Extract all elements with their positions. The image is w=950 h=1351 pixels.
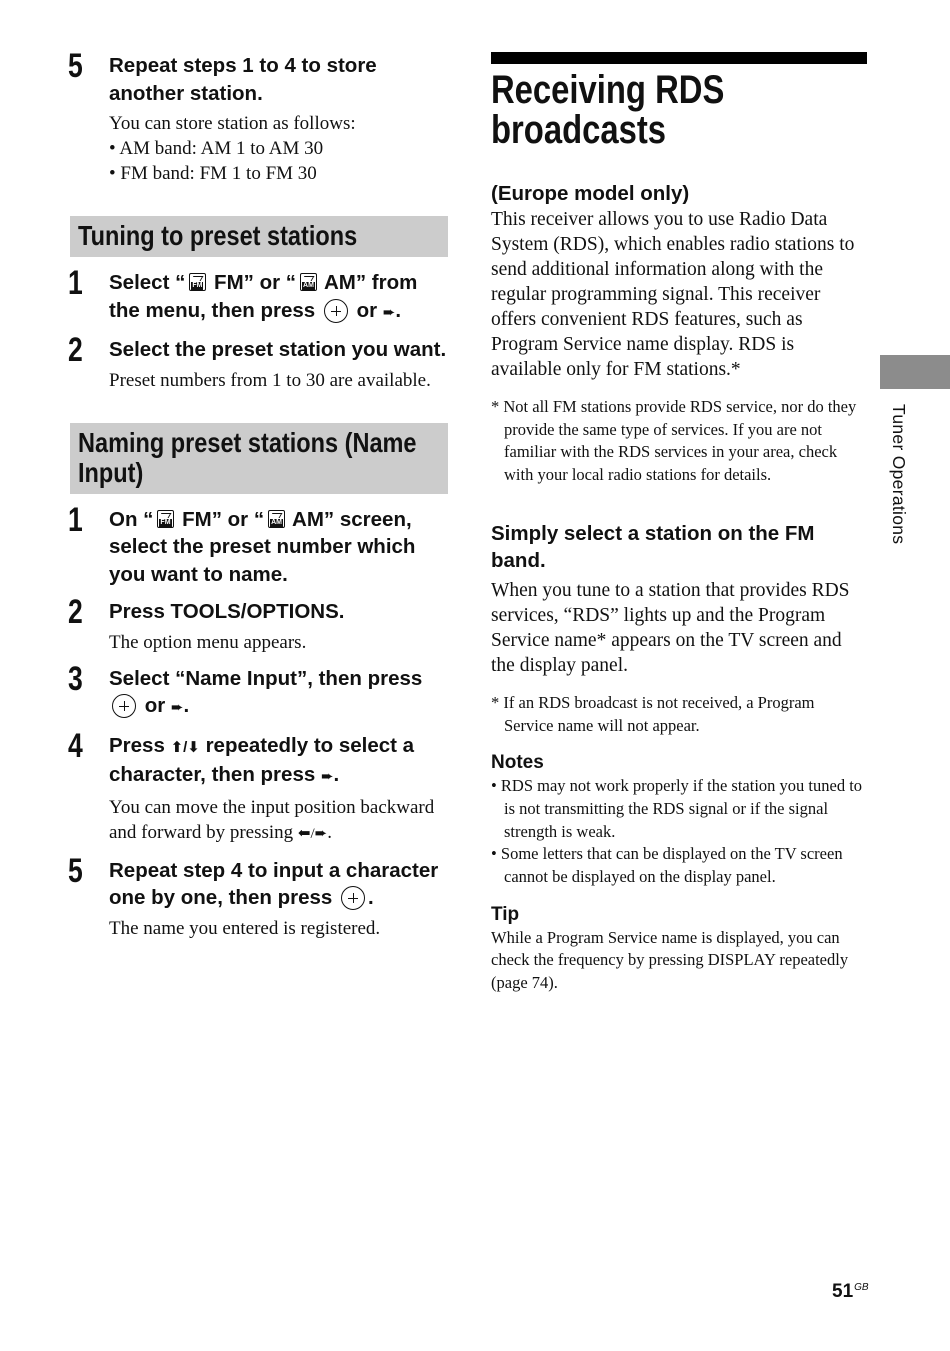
text: . (395, 298, 402, 322)
intro-paragraph: This receiver allows you to use Radio Data System (RDS), which enables radio stations to send additional information along with the regular programming signal. This receiver offers convenient RDS features, such as Program Service name display. RDS is available only for FM stations.* (491, 209, 855, 380)
step-body (109, 795, 448, 847)
text: Repeat step 4 to input a character one by one, then press (109, 858, 439, 909)
up-down-arrow-icon: ⬆/⬇ (170, 738, 200, 756)
step-body (109, 111, 448, 186)
section-side-label: Tuner Operations (889, 404, 909, 545)
step-title (109, 269, 448, 326)
icon-label: FM (160, 518, 171, 526)
text: . (367, 886, 374, 909)
section-heading-tuning (70, 216, 448, 257)
step-body: The option menu appears. (109, 631, 307, 653)
enter-button-icon (112, 694, 136, 718)
icon-label: AM (303, 282, 314, 289)
body-line: You can store station as follows: (109, 113, 356, 134)
text: repeatedly to select a character, then press (109, 733, 415, 786)
step-title (109, 506, 448, 589)
step-select-name-input (68, 659, 448, 722)
text: FM” or “ (176, 507, 265, 531)
text: Select “Name Input”, then press (109, 666, 423, 690)
tip-label: Tip (491, 903, 520, 925)
text: Select “ (109, 271, 186, 294)
note-item: • RDS may not work properly if the station you tuned to is not transmitting the RDS signal or if the signal strength is weak. (491, 776, 863, 841)
subtitle: (Europe model only) (491, 182, 690, 205)
body-line: • FM band: FM 1 to FM 30 (109, 163, 317, 184)
icon-label: AM (271, 518, 282, 526)
notes-label: Notes (491, 752, 544, 774)
icon-label: FM (192, 282, 203, 289)
step-number: 4 (68, 726, 83, 765)
step-title: Repeat steps 1 to 4 to store another station. (109, 54, 377, 105)
step-number: 3 (68, 659, 83, 698)
section-paragraph: When you tune to a station that provides RDS services, “RDS” lights up and the Program Service name* appears on the TV screen and the display panel. (491, 579, 850, 676)
text: Press (109, 733, 171, 757)
text: You can move the input position backward and forward by pressing (109, 796, 435, 843)
step-number: 1 (68, 264, 83, 302)
fm-source-icon (189, 273, 206, 291)
text: . (333, 763, 340, 786)
am-source-icon (268, 510, 285, 528)
text: FM” or “ (208, 271, 297, 294)
text: . (327, 821, 332, 843)
text: or (350, 298, 383, 322)
section-title: Tuning to preset stations (78, 220, 358, 251)
step-select-band (68, 264, 448, 326)
body-line: • AM band: AM 1 to AM 30 (109, 138, 324, 159)
step-number: 5 (68, 47, 83, 85)
fm-source-icon (157, 510, 174, 528)
step-choose-preset (68, 500, 448, 589)
text: or (139, 694, 171, 717)
step-title (109, 732, 448, 791)
page-title: Receiving RDS broadcasts (491, 68, 725, 152)
step-repeat-input (68, 851, 448, 941)
footnote: * If an RDS broadcast is not received, a Program Service name will not appear. (491, 692, 815, 735)
page-number (832, 1281, 869, 1303)
text: On “ (109, 507, 154, 531)
left-right-arrow-icon: ⬅/➨ (297, 825, 328, 842)
step-body: The name you entered is registered. (109, 917, 381, 939)
step-store-another (68, 47, 448, 186)
left-column (68, 47, 448, 951)
step-number: 2 (68, 331, 83, 369)
section-heading: Simply select a station on the FM band. (491, 521, 815, 572)
enter-button-icon (324, 299, 348, 323)
section-tab-marker (880, 355, 950, 389)
step-press-tools (68, 593, 448, 655)
tip-text: While a Program Service name is displayed, you can check the frequency by pressing DISPLAY repeatedly (page 74). (491, 927, 849, 993)
right-arrow-icon: ➨ (320, 768, 334, 785)
step-title (109, 857, 448, 912)
step-number: 5 (68, 851, 83, 890)
enter-button-icon (341, 886, 365, 910)
section-heading-naming (70, 423, 448, 494)
step-body: Preset numbers from 1 to 30 are available. (109, 369, 431, 391)
text: . (183, 694, 190, 717)
title-rule (491, 52, 867, 64)
step-title (109, 665, 448, 722)
page-number-value: 51 (832, 1281, 854, 1302)
step-number: 1 (68, 500, 83, 539)
step-title: Press TOOLS/OPTIONS. (109, 600, 345, 623)
footnote: * Not all FM stations provide RDS service, nor do they provide the same type of services. If you are not familiar with the RDS services in your area, check with your local radio stations for details. (491, 397, 857, 485)
right-arrow-icon: ➨ (170, 699, 184, 716)
text: AM” from the menu, then press (109, 271, 418, 322)
right-column (491, 52, 867, 995)
page-number-suffix: GB (854, 1282, 869, 1293)
text: AM” screen, select the preset number which you want to name. (109, 507, 416, 586)
step-title: Select the preset station you want. (109, 338, 447, 361)
step-select-preset (68, 331, 448, 393)
step-number: 2 (68, 593, 83, 631)
section-title: Naming preset stations (Name Input) (78, 426, 417, 488)
right-arrow-icon: ➨ (382, 303, 396, 321)
note-item: • Some letters that can be displayed on the TV screen cannot be displayed on the display panel. (491, 844, 843, 887)
step-select-character (68, 726, 448, 847)
am-source-icon (300, 273, 317, 291)
